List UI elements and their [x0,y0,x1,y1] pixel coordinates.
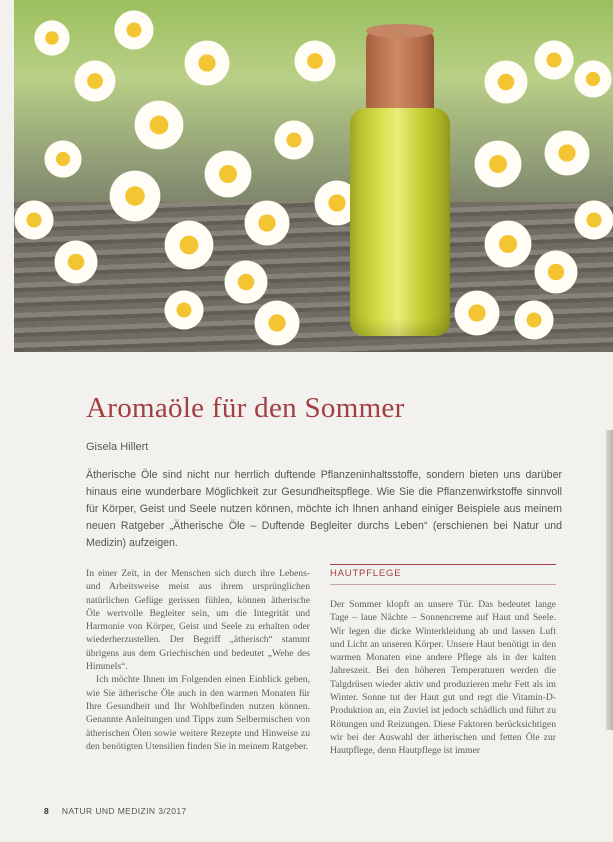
page-number: 8 [44,806,50,816]
header-photo [14,0,613,352]
flower-petals [14,200,54,240]
chamomile-flower [44,140,82,178]
chamomile-flower [14,200,54,240]
flower-petals [224,260,268,304]
flower-petals [274,120,314,160]
page-footer [44,806,187,816]
chamomile-flower [474,140,522,188]
flower-petals [454,290,500,336]
flower-petals [484,60,528,104]
publication-name: NATUR UND MEDIZIN 3/2017 [61,806,187,816]
left-paragraph: In einer Zeit, in der Menschen sich durch ihre Lebens- und Arbeitsweise meist aus ihrem ursprünglichen natürlichen Gefüge gerissen fühlen, können ätherische Öle wertvolle Begleiter sein, um die Integrität und Harmonie von Körper, Geist und Seele zu erhalten oder wiederherzustellen. Der Begriff „ätherisch“ stammt übrigens aus dem Griechischen und bedeutet „Wehe des Himmels“. [86,568,310,673]
flower-petals [114,10,154,50]
flower-petals [294,40,336,82]
flower-petals [204,150,252,198]
left-paragraph: Ich möchte Ihnen im Folgenden einen Einblick geben, wie Sie ätherische Öle auch in den warmen Monaten für Ihre Gesundheit und Ihr Wohlbefinden nutzen können. Genannte Anleitungen und Tipps zum Selbermischen von ätherischen Ölen sowie weitere Rezepte und Hinweise zu den benötigten Utensilien finden Sie in meinem Ratgeber. [86,674,310,752]
article-lead: Ätherische Öle sind nicht nur herrlich duftende Pflanzeninhaltsstoffe, sondern bieten uns darüber hinaus eine wunderbare Möglichkeit zur Gesundheitspflege. Wie Sie die Pflanzenwirkstoffe sinnvoll für Körper, Geist und Seele nutzen können, möchte ich Ihnen anhand einiger Beispiele aus meinem neuen Ratgeber „Ätherische Öle – Duftende Begleiter durchs Leben“ (erschienen bei Natur und Medizin) aufzeigen. [86,469,562,549]
flower-petals [109,170,161,222]
flower-petals [134,100,184,150]
flower-petals [514,300,554,340]
chamomile-flower [454,290,500,336]
chamomile-flower [484,60,528,104]
chamomile-flower [54,240,98,284]
chamomile-flower [294,40,336,82]
chamomile-flower [74,60,116,102]
chamomile-flower [244,200,290,246]
flower-petals [534,40,574,80]
chamomile-flower [204,150,252,198]
chamomile-flower [574,200,613,240]
chamomile-flower [224,260,268,304]
flower-petals [54,240,98,284]
flower-petals [484,220,532,268]
chamomile-flower [134,100,184,150]
flower-petals [244,200,290,246]
chamomile-flower [114,10,154,50]
flower-petals [534,250,578,294]
chamomile-flower [574,60,612,98]
bottle-cork [366,30,434,120]
flower-petals [474,140,522,188]
flower-petals [574,60,612,98]
oil-bottle-icon [350,108,450,336]
flower-petals [34,20,70,56]
chamomile-flower [184,40,230,86]
chamomile-flower [109,170,161,222]
chamomile-flower [514,300,554,340]
article-title: Aromaöle für den Sommer [86,392,405,424]
chamomile-flower [164,220,214,270]
chamomile-flower [34,20,70,56]
article-author: Gisela Hillert [86,441,149,453]
chamomile-flower [534,250,578,294]
flower-petals [164,290,204,330]
flower-petals [74,60,116,102]
chamomile-flower [164,290,204,330]
chamomile-flower [254,300,300,346]
flower-petals [574,200,613,240]
flower-petals [44,140,82,178]
flower-petals [544,130,590,176]
right-column: Der Sommer klopft an unsere Tür. Das bedeutet lange Tage – laue Nächte – Sonnencreme auf Haut und Seele. Wir legen die dicke Winterkleidung ab und lassen Luft und Licht an unseren Körper. Unsere Haut benötigt in den warmen Monaten eine andere Pflege als in der kalten Jahreszeit. Bei den höheren Temperaturen werden die Talgdrüsen wieder aktiv und produzieren mehr Fett als im Winter. Sonne tut der Haut gut und regt die Vitamin-D-Produktion an, ein Zuviel ist jedoch schädlich und führt zu Rötungen und Reizungen. Diese Faktoren berücksichtigen wir bei der Auswahl der ätherischen und fetten Öle zur Hautpflege, denn Hautpflege ist immer [330,599,556,757]
page-binding-edge [606,430,613,730]
chamomile-flower [544,130,590,176]
chamomile-flower [534,40,574,80]
chamomile-flower [484,220,532,268]
left-column [86,567,310,753]
flower-petals [164,220,214,270]
flower-petals [184,40,230,86]
section-heading: HAUTPFLEGE [330,564,556,585]
flower-petals [254,300,300,346]
chamomile-flower [274,120,314,160]
